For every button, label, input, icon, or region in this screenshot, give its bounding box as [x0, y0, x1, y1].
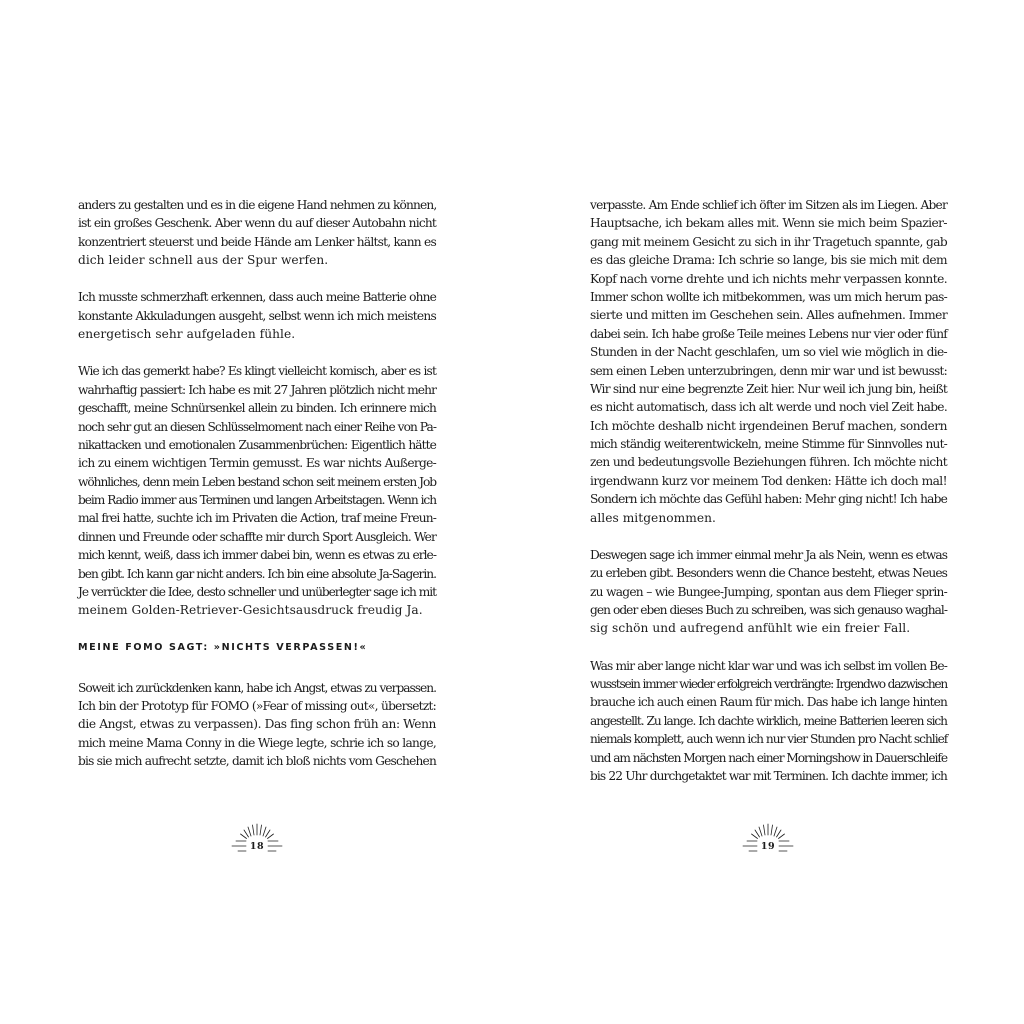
text-line: wusstsein immer wieder erfolgreich verdrängte: Irgendwo dazwischen — [590, 676, 947, 691]
text-line: sem einen Leben unterzubringen, denn mir war und ist bewusst: — [590, 363, 947, 378]
text-line: und am nächsten Morgen nach einer Morningshow in Dauerschleife — [590, 750, 947, 765]
text-line: mich kennt, weiß, dass ich immer dabei bin, wenn es etwas zu erle- — [78, 548, 436, 563]
text-line: sig schön und aufregend anfühlt wie ein freier Fall. — [590, 621, 911, 636]
left-text-column — [78, 196, 436, 789]
section-heading: MEINE FOMO SAGT: »NICHTS VERPASSEN!« — [78, 641, 368, 653]
text-line: Wir sind nur eine begrenzte Zeit hier. Nur weil ich jung bin, heißt — [590, 381, 947, 396]
text-line: nikattacken und emotionalen Zusammenbrüchen: Eigentlich hätte — [78, 437, 436, 452]
text-line: angestellt. Zu lange. Ich dachte wirklich, meine Batterien leeren sich — [590, 713, 947, 728]
text-line: Stunden in der Nacht geschlafen, um so viel wie möglich in die- — [590, 345, 947, 360]
text-line: gang mit meinem Gesicht zu sich in ihr Tragetuch spannte, gab — [590, 234, 948, 249]
text-line: Sondern ich möchte das Gefühl haben: Mehr ging nicht! Ich habe — [590, 492, 947, 507]
text-line: zu erleben gibt. Besonders wenn die Chance besteht, etwas Neues — [590, 566, 947, 581]
text-line: wöhnliches, denn mein Leben bestand schon seit meinem ersten Job — [78, 474, 436, 489]
text-line: brauche ich auch einen Raum für mich. Das habe ich lange hinten — [590, 695, 947, 710]
text-line: Soweit ich zurückdenken kann, habe ich Angst, etwas zu verpassen. — [78, 680, 436, 695]
text-line: Immer schon wollte ich mitbekommen, was um mich herum pas- — [590, 289, 947, 304]
text-line: alles mitgenommen. — [590, 510, 716, 525]
text-line: sierte und mitten im Geschehen sein. Alles aufnehmen. Immer — [590, 308, 948, 323]
right-page — [512, 0, 1024, 1024]
text-line: dinnen und Freunde oder schaffte mir durch Sport Ausgleich. Wer — [78, 529, 436, 544]
text-line: gen oder eben dieses Buch zu schreiben, was sich genauso waghal- — [590, 603, 948, 617]
text-line: ich zu einem wichtigen Termin gemusst. Es war nichts Außerge- — [78, 456, 436, 471]
page-number: 18 — [249, 841, 265, 852]
text-line: anders zu gestalten und es in die eigene Hand nehmen zu können, — [78, 198, 437, 212]
right-text-column — [590, 196, 947, 804]
paragraph — [590, 546, 947, 638]
text-line: es nicht automatisch, dass ich alt werde und noch viel Zeit habe. — [590, 400, 947, 415]
text-line: irgendwann kurz vor meinem Tod denken: Hätte ich doch mal! — [590, 473, 947, 488]
text-line: zu wagen – wie Bungee-Jumping, spontan aus dem Flieger sprin- — [590, 584, 947, 599]
text-line: Wie ich das gemerkt habe? Es klingt vielleicht komisch, aber es ist — [78, 364, 436, 379]
paragraph — [590, 196, 947, 527]
text-line: mal frei hatte, suchte ich im Privaten die Action, traf meine Freun- — [78, 511, 436, 526]
text-line: bis sie mich aufrecht setzte, damit ich bloß nichts vom Geschehen — [78, 754, 436, 769]
text-line: bis 22 Uhr durchgetaktet war mit Terminen. Ich dachte immer, ich — [590, 768, 947, 783]
text-line: noch sehr gut an diesen Schlüsselmoment nach einer Reihe von Pa- — [78, 419, 436, 434]
paragraph — [78, 196, 436, 270]
text-line: verpasste. Am Ende schlief ich öfter im Sitzen als im Liegen. Aber — [590, 198, 947, 212]
text-line: zen und bedeutungsvolle Beziehungen führen. Ich möchte nicht — [590, 455, 947, 470]
text-line: es das gleiche Drama: Ich schrie so lange, bis sie mich mit dem — [590, 253, 947, 268]
text-line: Je verrückter die Idee, desto schneller und unüberlegter sage ich mit — [78, 585, 436, 600]
text-line: Deswegen sage ich immer einmal mehr Ja als Nein, wenn es etwas — [590, 547, 947, 562]
text-line: Ich bin der Prototyp für FOMO (»Fear of missing out«, übersetzt: — [78, 698, 436, 713]
text-line: Ich musste schmerzhaft erkennen, dass auch meine Batterie ohne — [78, 290, 436, 305]
text-line: energetisch sehr aufgeladen fühle. — [78, 327, 296, 342]
text-line: dich leider schnell aus der Spur werfen. — [78, 253, 329, 268]
text-line: geschafft, meine Schnürsenkel allein zu binden. Ich erinnere mich — [78, 401, 436, 416]
text-line: meinem Golden-Retriever-Gesichtsausdruck freudig Ja. — [78, 603, 423, 618]
text-line: niemals komplett, auch wenn ich nur vier Stunden pro Nacht schlief — [590, 732, 948, 747]
text-line: die Angst, etwas zu verpassen). Das fing schon früh an: Wenn — [78, 717, 436, 732]
text-line: Hauptsache, ich bekam alles mit. Wenn sie mich beim Spazier- — [590, 216, 947, 231]
page-number-ornament — [229, 822, 285, 856]
paragraph — [78, 288, 436, 343]
text-line: Kopf nach vorne drehte und ich nichts mehr verpassen konnte. — [590, 271, 948, 286]
text-line: konzentriert steuerst und beide Hände am Lenker hältst, kann es — [78, 234, 436, 249]
page-number: 19 — [760, 841, 776, 852]
text-line: ist ein großes Geschenk. Aber wenn du auf dieser Autobahn nicht — [78, 216, 436, 231]
paragraph — [78, 362, 436, 619]
page-number-ornament — [740, 822, 796, 856]
text-line: dabei sein. Ich habe große Teile meines Lebens nur vier oder fünf — [590, 326, 947, 341]
paragraph — [590, 657, 947, 786]
text-line: konstante Akkuladungen ausgeht, selbst wenn ich mich meistens — [78, 308, 436, 323]
text-line: beim Radio immer aus Terminen und langen Arbeitstagen. Wenn ich — [78, 493, 436, 508]
text-line: mich ständig weiterentwickeln, meine Stimme für Sinnvolles nut- — [590, 437, 947, 452]
text-line: wahrhaftig passiert: Ich habe es mit 27 Jahren plötzlich nicht mehr — [78, 382, 436, 397]
text-line: mich meine Mama Conny in die Wiege legte, schrie ich so lange, — [78, 735, 436, 750]
text-line: Was mir aber lange nicht klar war und was ich selbst im vollen Be- — [590, 658, 948, 673]
text-line: Ich möchte deshalb nicht irgendeinen Beruf machen, sondern — [590, 418, 947, 433]
paragraph — [78, 679, 436, 771]
text-line: ben gibt. Ich kann gar nicht anders. Ich bin eine absolute Ja-Sagerin. — [78, 566, 436, 581]
